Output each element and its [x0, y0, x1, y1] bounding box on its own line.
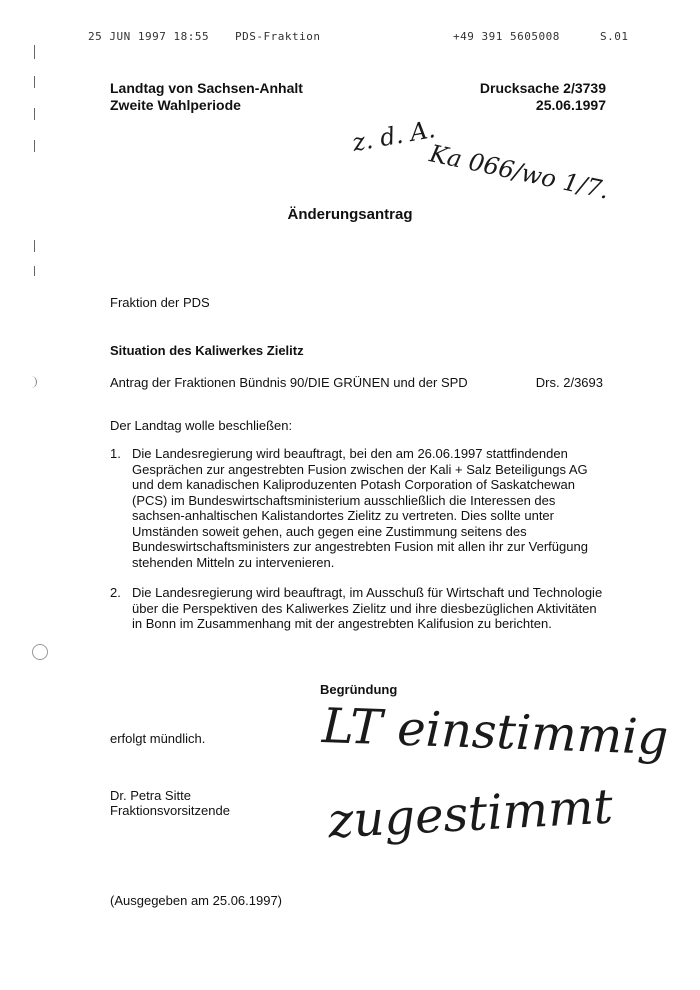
margin-mark [34, 240, 35, 252]
signatory-name: Dr. Petra Sitte [110, 788, 191, 803]
handwritten-reference-note: Ka 066/wo 1/7. [427, 139, 612, 205]
margin-mark [34, 140, 35, 152]
issued-date-note: (Ausgegeben am 25.06.1997) [110, 893, 283, 908]
fax-datetime: 25 JUN 1997 18:55 [88, 30, 210, 43]
item-number: 2. [110, 585, 121, 600]
subject-heading: Situation des Kaliwerkes Zielitz [110, 343, 304, 358]
fax-sender: PDS-Fraktion [235, 30, 321, 43]
margin-mark [34, 266, 35, 276]
margin-mark [34, 76, 35, 88]
reference-drs: Drs. 2/3693 [535, 375, 603, 390]
justification-heading: Begründung [320, 682, 398, 697]
justification-text: erfolgt mündlich. [110, 731, 206, 746]
item-text: Die Landesregierung wird beauftragt, im Ausschuß für Wirtschaft und Technologie über die Perspektiven des Kaliwerkes Zielitz und ihre diesbezüglichen Aktivitäten in Bonn im Zusammenhang mit der angestrebten Kalifusion zu berichten. [132, 585, 603, 631]
punch-hole-mark [32, 644, 48, 660]
institution-name: Landtag von Sachsen-Anhalt [110, 80, 303, 96]
document-date: 25.06.1997 [535, 97, 606, 113]
legislative-period: Zweite Wahlperiode [110, 97, 241, 113]
margin-mark [34, 108, 35, 120]
fax-page: S.01 [600, 30, 629, 43]
item-number: 1. [110, 446, 121, 461]
handwritten-approval-note: zugestimmt [326, 778, 615, 850]
document-title: Änderungsantrag [287, 206, 413, 223]
submitting-faction: Fraktion der PDS [110, 295, 210, 310]
punch-hole-mark [30, 376, 37, 388]
motion-items [108, 446, 603, 647]
signatory-role: Fraktionsvorsitzende [110, 803, 230, 818]
margin-mark [34, 45, 35, 59]
list-item [108, 446, 603, 570]
list-item [108, 585, 603, 632]
handwritten-vote-note: LT einstimmig [321, 697, 670, 767]
handwritten-file-note: z. d. A. [350, 114, 438, 158]
item-text: Die Landesregierung wird beauftragt, bei den am 26.06.1997 stattfindenden Gesprächen zur angestrebten Fusion zwischen der Kali + Salz Beteiligungs AG und dem kanadischen Kaliproduzenten Potash Corporation of Saskatchewan (PCS) im Bundeswirtschaftsministerium ausschließlich die Interessen des sachsen-anhaltischen Kalistandortes Zielitz zu vertreten. Dies sollte unter Umständen soweit gehen, auch gegen eine Zustimmung seitens des Bundeswirtschaftsministers zur angestrebten Fusion mit allen ihr zur Verfügung stehenden Mitteln zu intervenieren. [132, 446, 588, 570]
document-number: Drucksache 2/3739 [479, 80, 606, 96]
reference-motion: Antrag der Fraktionen Bündnis 90/DIE GRÜNEN und der SPD [110, 375, 468, 390]
motion-intro: Der Landtag wolle beschließen: [110, 418, 293, 433]
fax-phone: +49 391 5605008 [453, 30, 560, 43]
